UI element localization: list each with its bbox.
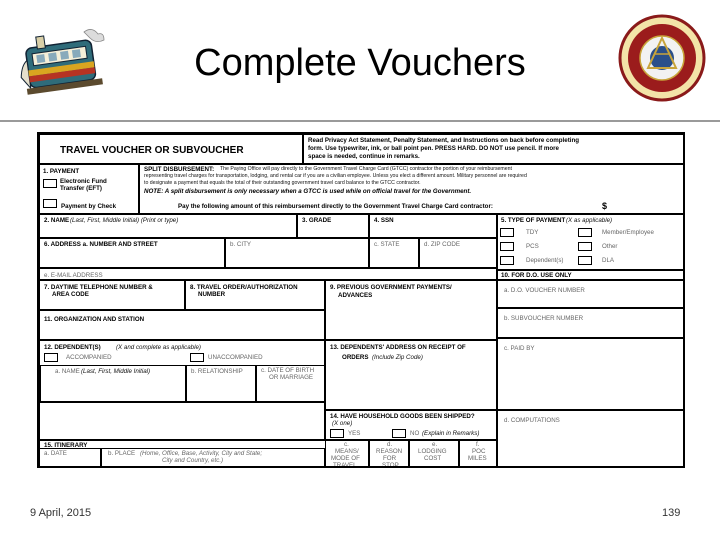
other-label: Other [602, 243, 618, 250]
itin-means-4: TRAVEL [333, 462, 357, 468]
tdy-checkbox[interactable] [500, 228, 514, 237]
state-cell[interactable] [369, 238, 419, 268]
itin-date-cell[interactable] [39, 448, 101, 468]
order-label-2: NUMBER [198, 291, 226, 298]
itin-place-hint: (Home, Office, Base, Activity, City and State; [140, 450, 263, 457]
dla-checkbox[interactable] [578, 256, 592, 265]
check-checkbox[interactable] [43, 199, 57, 208]
pcs-checkbox[interactable] [500, 242, 514, 251]
grade-label: 3. GRADE [302, 217, 332, 224]
privacy-notice-cell [303, 134, 685, 164]
itinerary-blank-cell [39, 402, 325, 440]
split-text-3: to designate a payment that equals the total of their outstanding government travel card balance to the GTCC contractor. [144, 180, 421, 186]
itin-means-3: MODE OF [331, 455, 360, 462]
itin-reason-1: d. [387, 441, 393, 448]
paid-by-label: c. PAID BY [504, 345, 535, 352]
tdy-label: TDY [526, 229, 539, 236]
itin-place-cell[interactable] [101, 448, 325, 468]
page-number: 139 [662, 507, 681, 519]
unaccompanied-label: UNACCOMPANIED [208, 354, 263, 361]
itin-means-2: MEANS/ [335, 448, 359, 455]
hhg-no-hint: (Explain in Remarks) [422, 430, 480, 437]
itin-place-label: b. PLACE [108, 450, 136, 457]
paid-by-cell [497, 338, 685, 410]
zip-label: d. ZIP CODE [424, 241, 460, 248]
pcs-label: PCS [526, 243, 539, 250]
name-hint: (Last, First, Middle Initial) (Print or type) [70, 217, 179, 224]
name-cell[interactable] [39, 214, 297, 238]
itin-reason-cell[interactable] [369, 440, 409, 468]
payment-type-hint: (X as applicable) [566, 217, 613, 224]
dep-name-label: a. NAME [55, 368, 80, 375]
computations-label: d. COMPUTATIONS [504, 417, 560, 424]
for-do-use-cell [497, 270, 685, 280]
other-checkbox[interactable] [578, 242, 592, 251]
itin-means-1: c. [344, 441, 349, 448]
order-label: 8. TRAVEL ORDER/AUTHORIZATION [190, 284, 298, 291]
dla-label: DLA [602, 257, 615, 264]
travel-voucher-form [37, 132, 685, 468]
phone-cell[interactable] [39, 280, 185, 310]
split-note: NOTE: A split disbursement is only necessary when a GTCC is used while on official travel for the Government. [144, 188, 472, 195]
form-title: TRAVEL VOUCHER OR SUBVOUCHER [60, 145, 244, 156]
subvoucher-label: b. SUBVOUCHER NUMBER [504, 315, 584, 322]
itin-means-cell[interactable] [325, 440, 369, 468]
dependents-address-cell[interactable] [325, 340, 497, 410]
privacy-line-2: form. Use typewriter, ink, or ball point pen. PRESS HARD. DO NOT use pencil. If more [308, 145, 559, 152]
split-disbursement-cell [139, 164, 685, 214]
itinerary-label: 15. ITINERARY [44, 442, 88, 449]
phone-label: 7. DAYTIME TELEPHONE NUMBER & [44, 284, 153, 291]
member-checkbox[interactable] [578, 228, 592, 237]
dependents-hint: (X and complete as applicable) [116, 344, 201, 351]
itin-poc-3: MILES [468, 455, 487, 462]
street-cell[interactable] [39, 238, 225, 268]
privacy-line-1: Read Privacy Act Statement, Penalty Statement, and Instructions on back before completing [308, 137, 580, 144]
prev-label-2: ADVANCES [338, 292, 373, 299]
split-pay-text: Pay the following amount of this reimbursement directly to the Government Travel Charge Card contractor: [178, 203, 493, 210]
itin-reason-2: REASON [376, 448, 403, 455]
check-label: Payment by Check [61, 203, 117, 210]
eft-label-2: Transfer (EFT) [60, 185, 102, 192]
split-text-2: representing travel charges for transportation, lodging, and rental car if you are a civilian employee. Unless you elect a different amount. Military personnel are required [144, 173, 527, 179]
dependents-section-label: 12. DEPENDENT(S) [44, 344, 101, 351]
dep-address-label: 13. DEPENDENTS' ADDRESS ON RECEIPT OF [330, 344, 466, 351]
privacy-line-3: space is needed, continue in remarks. [308, 153, 420, 160]
state-label: c. STATE [374, 241, 400, 248]
dep-dob-label-2: OR MARRIAGE [269, 374, 314, 381]
zip-cell[interactable] [419, 238, 497, 268]
dep-relationship-label: b. RELATIONSHIP [191, 368, 243, 375]
hhg-yes-label: YES [348, 430, 361, 437]
eft-checkbox[interactable] [43, 179, 57, 188]
itin-poc-2: POC [472, 448, 486, 455]
ssn-cell[interactable] [369, 214, 497, 238]
title-divider [0, 120, 720, 122]
slide-title: Complete Vouchers [194, 42, 526, 84]
hhg-hint: (X one) [332, 420, 353, 427]
address-label: 6. ADDRESS a. NUMBER AND STREET [44, 241, 158, 248]
hhg-label: 14. HAVE HOUSEHOLD GOODS BEEN SHIPPED? [330, 413, 475, 420]
itin-reason-3: FOR [383, 455, 397, 462]
city-label: b. CITY [230, 241, 251, 248]
itin-date-label: a. DATE [44, 450, 67, 457]
accompanied-checkbox[interactable] [44, 353, 58, 362]
dependents-checkbox[interactable] [500, 256, 514, 265]
dep-dob-label: c. DATE OF BIRTH [261, 367, 315, 374]
itin-reason-4: STOP [382, 462, 399, 468]
household-goods-cell [325, 410, 497, 440]
hhg-no-label: NO [410, 430, 420, 437]
for-do-use-label: 10. FOR D.O. USE ONLY [501, 272, 572, 279]
accompanied-label: ACCOMPANIED [66, 354, 112, 361]
payment-type-cell [497, 214, 685, 270]
dep-dob-cell[interactable] [256, 365, 325, 402]
payment-type-label: 5. TYPE OF PAYMENT [501, 217, 566, 224]
order-number-cell[interactable] [185, 280, 325, 310]
name-label: 2. NAME [44, 217, 70, 224]
dep-name-cell[interactable] [40, 365, 186, 402]
dep-address-hint: (Include Zip Code) [372, 354, 423, 361]
computations-cell [497, 410, 685, 468]
do-voucher-cell [497, 280, 685, 308]
dependents-cell [39, 340, 325, 402]
eft-label: Electronic Fund [60, 178, 107, 185]
email-label: e. E-MAIL ADDRESS [44, 272, 103, 279]
hhg-yes-checkbox[interactable] [330, 429, 344, 438]
itin-place-hint-2: City and Country, etc.) [162, 457, 224, 464]
split-text-1: The Paying Office will pay directly to the Government Travel Charge Card (GTCC) contractor the portion of your reimbursement [220, 166, 512, 172]
ssn-label: 4. SSN [374, 217, 394, 224]
itin-poc-1: f. [476, 441, 480, 448]
itin-poc-cell[interactable] [459, 440, 497, 468]
dep-name-hint: (Last, First, Middle Initial) [81, 368, 151, 375]
split-label: SPLIT DISBURSEMENT: [144, 166, 215, 173]
form-title-cell [39, 134, 303, 164]
grade-cell[interactable] [297, 214, 369, 238]
organization-cell[interactable] [39, 310, 325, 340]
itin-lodging-cell[interactable] [409, 440, 459, 468]
email-cell[interactable] [39, 268, 497, 280]
itin-lodging-3: COST [424, 455, 442, 462]
dep-address-label-2: ORDERS [342, 354, 369, 361]
member-label: Member/Employee [602, 229, 654, 236]
unaccompanied-checkbox[interactable] [190, 353, 204, 362]
do-voucher-label: a. D.O. VOUCHER NUMBER [504, 287, 585, 294]
organization-label: 11. ORGANIZATION AND STATION [44, 316, 145, 323]
itin-lodging-1: e. [432, 441, 438, 448]
subvoucher-cell [497, 308, 685, 338]
prev-label: 9. PREVIOUS GOVERNMENT PAYMENTS/ [330, 284, 452, 291]
dependents-label: Dependent(s) [526, 257, 564, 264]
previous-payments-cell[interactable] [325, 280, 497, 340]
itin-lodging-2: LODGING [418, 448, 447, 455]
phone-label-2: AREA CODE [52, 291, 89, 298]
footer-date: 9 April, 2015 [30, 507, 92, 519]
payment-label: 1. PAYMENT [43, 168, 80, 175]
city-cell[interactable] [225, 238, 369, 268]
hhg-no-checkbox[interactable] [392, 429, 406, 438]
split-dollar: $ [602, 201, 608, 211]
dep-relationship-cell[interactable] [186, 365, 256, 402]
